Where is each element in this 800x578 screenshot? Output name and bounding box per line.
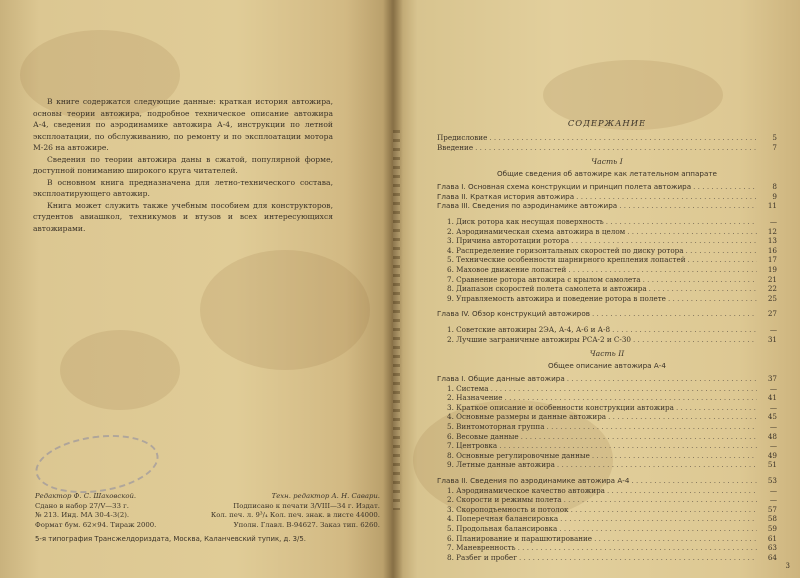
toc-entry-label: 2. Лучшие заграничные автожиры PCA-2 и С-30 xyxy=(447,334,631,344)
toc-entry-page: — xyxy=(769,402,777,412)
toc-title: СОДЕРЖАНИЕ xyxy=(567,118,647,128)
toc-section xyxy=(437,265,777,275)
toc-section xyxy=(437,534,777,544)
toc-entry-label: 1. Аэродинамическое качество автожира xyxy=(447,485,605,495)
editor-line: Редактор Ф. С. Шаховской. xyxy=(35,492,137,500)
toc-entry-label: 5. Винтомоторная группа xyxy=(447,422,545,432)
paper-stain xyxy=(200,250,370,370)
toc-entry-label: Глава III. Сведения по аэродинамике автожира xyxy=(437,201,618,211)
imprint-text: Формат бум. 62×94. Тираж 2000. xyxy=(35,520,157,529)
toc-chapter xyxy=(437,201,777,211)
annotation-paragraph: Книга может служить также учебным пособием для конструкторов, студентов авиашкол, техникумов и втузов и всех интересующихся автожирами. xyxy=(33,200,333,233)
toc-entry-label: 9. Управляемость автожира и поведение ротора в полете xyxy=(447,293,666,303)
leader-dots xyxy=(631,476,757,485)
right-page xyxy=(393,0,800,578)
toc-section xyxy=(437,553,777,563)
leader-dots xyxy=(499,441,757,450)
leader-dots xyxy=(475,143,757,152)
imprint-text: Кол. печ. л. 9³/₄ Кол. печ. знак. в листе 44000. xyxy=(210,511,380,520)
leader-dots xyxy=(564,495,757,504)
toc-entry-label: 3. Скороподъемность и потолок xyxy=(447,504,569,514)
annotation-paragraph: В основном книга предназначена для летно-технического состава, эксплоатирующего автожир. xyxy=(33,177,333,198)
annotation-paragraph: Сведения по теории автожира даны в сжатой, популярной форме, доступной пониманию широкого круга читателей. xyxy=(33,154,333,175)
toc-section xyxy=(437,246,777,256)
toc-entry-label: 8. Основные регулировочные данные xyxy=(447,450,590,460)
book-annotation xyxy=(33,96,333,234)
toc-section xyxy=(437,255,777,265)
toc-entry-label: 5. Продольная балансировка xyxy=(447,524,558,533)
toc-entry-label: Глава II. Краткая история автожира xyxy=(437,191,575,201)
toc-entry-label: 7. Сравнение ротора автожира с крылом самолета xyxy=(447,274,641,284)
toc-entry-label: 7. Маневренность xyxy=(447,543,516,553)
toc-section xyxy=(437,325,777,335)
leader-dots xyxy=(505,393,757,402)
toc-entry-label: Предисловие xyxy=(437,133,488,142)
toc-chapter xyxy=(437,476,777,486)
toc-entry-label: 9. Летные данные автожира xyxy=(447,460,555,470)
leader-dots xyxy=(489,133,757,142)
leader-dots xyxy=(518,543,757,552)
leader-dots xyxy=(607,486,757,495)
toc-entry-page: 25 xyxy=(767,293,777,303)
toc-chapter xyxy=(437,309,777,319)
toc-entry-page: 45 xyxy=(767,412,777,422)
toc-section xyxy=(437,422,777,432)
toc-section xyxy=(437,384,777,394)
leader-dots xyxy=(627,227,757,236)
left-page xyxy=(0,0,393,578)
toc-entry-page: 19 xyxy=(767,264,777,274)
toc-entry-page: 12 xyxy=(767,226,777,236)
toc-entry-label: Глава I. Общие данные автожира xyxy=(437,374,565,384)
toc-entry-page: — xyxy=(769,441,777,451)
toc-section xyxy=(437,335,777,345)
part-subtitle: Общие сведения об автожире как летательном аппарате xyxy=(497,169,717,179)
leader-dots xyxy=(693,182,757,191)
leader-dots xyxy=(571,505,757,514)
leader-dots xyxy=(668,294,757,303)
toc-entry-page: — xyxy=(769,324,777,334)
toc-section xyxy=(437,412,777,422)
leader-dots xyxy=(567,374,757,383)
leader-dots xyxy=(619,201,757,210)
toc-entry-page: — xyxy=(769,216,777,226)
leader-dots xyxy=(521,432,757,441)
toc-entry-page: 57 xyxy=(767,504,777,514)
toc-entry-page: 8 xyxy=(772,182,777,192)
toc-entry-page: 63 xyxy=(767,543,777,553)
toc-entry-page: 27 xyxy=(767,309,777,319)
toc-entry xyxy=(437,143,777,153)
imprint-text: Уполн. Главл. В-94627. Заказ тип. 6260. xyxy=(233,520,380,529)
toc-entry-label: Глава I. Основная схема конструкции и принцип полета автожира xyxy=(437,182,692,192)
toc-section xyxy=(437,543,777,553)
toc-entry-page: 31 xyxy=(767,334,777,344)
leader-dots xyxy=(568,265,757,274)
paper-stain xyxy=(60,330,180,410)
toc-section xyxy=(437,217,777,227)
toc-entry-label: 3. Причина авторотации ротора xyxy=(447,236,570,246)
leader-dots xyxy=(643,275,757,284)
toc-chapter xyxy=(437,182,777,192)
toc-entry-page: 41 xyxy=(767,393,777,403)
leader-dots xyxy=(606,217,757,226)
toc-entry-label: 8. Разбег и пробег xyxy=(447,552,517,562)
leader-dots xyxy=(576,192,757,201)
toc-entry-label: 6. Планирование и парашютирование xyxy=(447,533,593,543)
toc-entry-page: 7 xyxy=(772,142,777,152)
imprint-text: Сдано в набор 27/V—33 г. xyxy=(35,501,129,510)
toc-entry-label: 4. Основные размеры и данные автожира xyxy=(447,412,607,422)
toc-entry-page: 48 xyxy=(767,431,777,441)
toc-entry-page: 59 xyxy=(767,524,777,533)
toc-section xyxy=(437,505,777,515)
part-heading: Часть II xyxy=(589,349,625,359)
toc-entry-page: 53 xyxy=(767,476,777,486)
leader-dots xyxy=(594,534,757,543)
toc-section xyxy=(437,451,777,461)
leader-dots xyxy=(559,524,757,533)
toc-entry-page: — xyxy=(769,485,777,495)
toc-entry-label: 7. Центровка xyxy=(447,441,498,451)
toc-entry-page: 58 xyxy=(767,514,777,524)
toc-entry-label: 6. Весовые данные xyxy=(447,431,519,441)
toc-section xyxy=(437,284,777,294)
toc-entry-page: 61 xyxy=(767,533,777,543)
toc-section xyxy=(437,236,777,246)
toc-entry-label: 1. Система xyxy=(447,383,489,393)
imprint-text: Подписано к печати 3/VIII—34 г. Издат. xyxy=(233,501,380,510)
leader-dots xyxy=(688,255,757,264)
toc-entry-label: 2. Назначение xyxy=(447,393,503,403)
leader-dots xyxy=(686,246,757,255)
table-of-contents xyxy=(437,118,777,562)
toc-entry-page: — xyxy=(769,383,777,393)
leader-dots xyxy=(633,335,757,344)
leader-dots xyxy=(676,403,757,412)
toc-entry-label: 1. Советские автожиры 2ЭА, А-4, А-6 и А-8 xyxy=(447,324,611,334)
toc-entry-page: 37 xyxy=(767,374,777,384)
toc-entry-page: 22 xyxy=(767,284,777,294)
tech-editor-line: Техн. редактор А. Н. Савари. xyxy=(271,492,380,500)
toc-section xyxy=(437,514,777,524)
toc-entry-label: Глава IV. Обзор конструкций автожиров xyxy=(437,309,590,319)
toc-section xyxy=(437,227,777,237)
leader-dots xyxy=(560,514,757,523)
toc-entry-page: — xyxy=(769,422,777,432)
leader-dots xyxy=(649,284,757,293)
toc-entry-page: 64 xyxy=(767,552,777,562)
annotation-paragraph: В книге содержатся следующие данные: краткая история автожира, основы теории автожира, подробное техническое описание автожира А-4, сведения по аэродинамике автожира А-4, инструкции по летной эксплоатации, по обслуживанию, по ремонту и по эксплоатации мотора М-26 на автожире. xyxy=(33,97,333,152)
leader-dots xyxy=(491,384,757,393)
toc-entry-label: 2. Скорости и режимы полета xyxy=(447,495,562,505)
imprint-text: № 213. Инд. МА 30-4-3(2). xyxy=(35,511,130,520)
toc-entry-label: 2. Аэродинамическая схема автожира в целом xyxy=(447,226,626,236)
toc-entry-label: 5. Технические особенности шарнирного крепления лопастей xyxy=(447,255,686,265)
publication-imprint xyxy=(35,492,380,545)
toc-entry-label: 4. Поперечная балансировка xyxy=(447,514,559,524)
page-number: 3 xyxy=(785,562,790,570)
leader-dots xyxy=(547,422,758,431)
toc-entry-page: 17 xyxy=(767,255,777,265)
leader-dots xyxy=(519,553,757,562)
toc-entry-page: 49 xyxy=(767,450,777,460)
toc-entry-label: Введение xyxy=(437,142,474,152)
toc-section xyxy=(437,403,777,413)
toc-chapter xyxy=(437,374,777,384)
toc-entry-page: 9 xyxy=(772,191,777,201)
toc-section xyxy=(437,486,777,496)
toc-section xyxy=(437,393,777,403)
toc-entry-page: 13 xyxy=(767,236,777,246)
toc-entry-label: Глава II. Сведения по аэродинамике автожира А-4 xyxy=(437,476,630,486)
part-subtitle: Общее описание автожира А-4 xyxy=(548,361,666,371)
toc-entry-page: 11 xyxy=(767,201,777,211)
toc-section xyxy=(437,524,777,534)
part-heading: Часть I xyxy=(591,157,623,167)
leader-dots xyxy=(592,309,757,318)
library-stamp xyxy=(32,428,163,501)
toc-section xyxy=(437,460,777,470)
leader-dots xyxy=(557,460,757,469)
printer-line: 5-я типография Трансжелдориздата, Москва, Каланчевский тупик, д. 3/5. xyxy=(35,535,306,544)
toc-entry-page: 16 xyxy=(767,245,777,255)
toc-entry-label: 1. Диск ротора как несущая поверхность xyxy=(447,216,604,226)
toc-entry xyxy=(437,133,777,143)
toc-chapter xyxy=(437,192,777,202)
toc-entry-page: 21 xyxy=(767,274,777,284)
toc-entry-page: — xyxy=(769,495,777,505)
leader-dots xyxy=(592,451,757,460)
toc-section xyxy=(437,275,777,285)
leader-dots xyxy=(571,236,757,245)
toc-entry-label: 4. Распределение горизонтальных скоростей по диску ротора xyxy=(447,245,684,255)
torn-spine xyxy=(393,130,400,510)
toc-entry-label: 8. Диапазон скоростей полета самолета и автожира xyxy=(447,284,647,294)
leader-dots xyxy=(608,412,757,421)
toc-entry-label: 3. Краткое описание и особенности конструкции автожира xyxy=(447,402,674,412)
toc-section xyxy=(437,495,777,505)
toc-section xyxy=(437,441,777,451)
toc-section xyxy=(437,294,777,304)
toc-entry-page: 51 xyxy=(767,460,777,470)
toc-section xyxy=(437,432,777,442)
leader-dots xyxy=(612,325,757,334)
toc-entry-page: 5 xyxy=(772,133,777,142)
toc-entry-label: 6. Маховое движение лопастей xyxy=(447,264,567,274)
